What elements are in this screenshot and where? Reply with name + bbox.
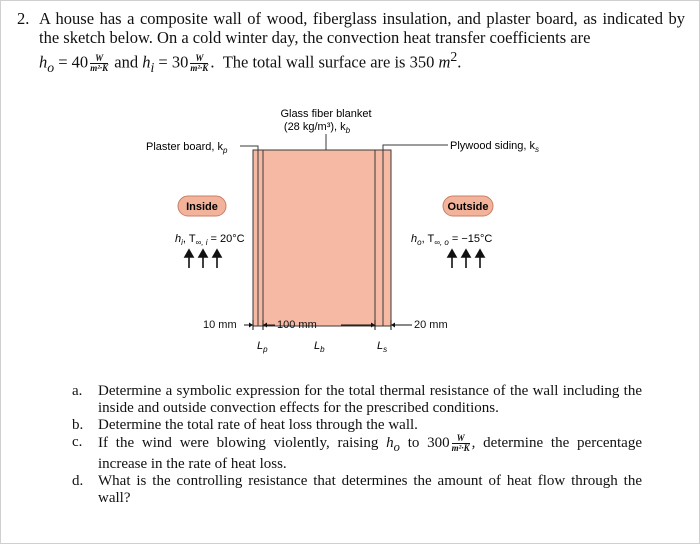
dim-plywood-label: 20 mm — [414, 319, 448, 331]
part-c-text-post: , determine the percentage increase in the rate of heat loss. — [98, 434, 642, 472]
outside-T-value: = −15°C — [448, 233, 493, 245]
part-c-unit-fraction — [452, 434, 470, 453]
part-c-h-subscript: o — [393, 439, 400, 454]
plywood-label-text: Plywood siding, k — [450, 140, 535, 152]
plaster-leader-line — [240, 146, 258, 150]
area-exponent: 2 — [450, 49, 458, 64]
outside-condition — [411, 233, 492, 247]
glass-fiber-label-1: Glass fiber blanket — [280, 108, 372, 120]
fraction-numerator: W — [452, 434, 470, 444]
area-text: The total wall surface are is 350 — [222, 52, 439, 72]
fraction-denominator: m²·K — [451, 443, 470, 453]
part-a — [72, 383, 642, 417]
inside-T-subscript: ∞, i — [195, 238, 208, 247]
problem-number: 2. — [17, 9, 30, 28]
fraction-denominator: m²·K — [190, 63, 209, 74]
ho-symbol: h — [39, 52, 48, 72]
fraction-denominator: m²·K — [90, 63, 109, 74]
up-arrow-head-icon — [462, 250, 470, 257]
part-c-text-pre: If the wind were blowing violently, raising — [98, 434, 387, 451]
part-b — [72, 417, 642, 434]
outside-badge-label: Outside — [447, 201, 489, 213]
hi-symbol: h — [142, 52, 151, 72]
ho-diagram-symbol: h — [411, 233, 418, 245]
plaster-k-subscript: p — [223, 146, 228, 155]
outside-flow-arrows — [448, 250, 484, 268]
L-b-subscript: b — [320, 345, 325, 354]
glass-k-subscript: b — [345, 126, 351, 135]
hi-subscript: i — [150, 59, 155, 75]
L-s-subscript: s — [383, 345, 388, 354]
area-unit: m — [438, 52, 451, 72]
inside-T-symbol: , T — [182, 233, 196, 245]
up-arrow-head-icon — [476, 250, 484, 257]
problem-intro: A house has a composite wall of wood, fiberglass insulation, and plaster board, as indicated by the sketch below. On a cold winter day, the convection heat transfer coefficients are — [39, 9, 685, 47]
plywood-siding-label — [450, 140, 539, 154]
inside-T-value: = 20°C — [207, 233, 245, 245]
L-p-symbol: L — [257, 340, 264, 352]
part-d-text: What is the controlling resistance that determines the amount of heat flow through the wall? — [98, 472, 642, 506]
part-c — [72, 434, 642, 473]
inside-badge-label: Inside — [186, 201, 218, 213]
dim-arrow-head-icon — [249, 323, 253, 328]
L-plywood-label — [377, 340, 387, 354]
inside-condition — [175, 233, 245, 247]
up-arrow-head-icon — [448, 250, 456, 257]
L-glass-label — [314, 340, 325, 354]
glass-fiber-label-text: (28 kg/m³), k — [283, 121, 346, 133]
plywood-k-subscript: s — [535, 145, 539, 154]
part-d — [72, 473, 642, 507]
area-suffix: . — [457, 52, 462, 72]
part-c-h-symbol: h — [386, 434, 394, 451]
ho-diagram-subscript: o — [417, 238, 422, 247]
outside-T-subscript: ∞, o — [434, 238, 449, 247]
part-a-label: a. — [72, 383, 83, 399]
fraction-numerator: W — [190, 54, 208, 64]
plywood-leader-line — [383, 145, 448, 150]
plaster-board-label — [146, 141, 228, 155]
L-s-symbol: L — [377, 340, 384, 352]
part-c-text-to: to 300 — [399, 434, 450, 451]
hi-value: = 30 — [154, 52, 189, 72]
part-a-text: Determine a symbolic expression for the total thermal resistance of the wall including the inside and outside convection effects for the prescribed conditions. — [98, 383, 642, 416]
inside-flow-arrows — [185, 250, 221, 268]
L-b-symbol: L — [314, 340, 321, 352]
ho-value: = 40 — [54, 52, 89, 72]
up-arrow-head-icon — [213, 250, 221, 257]
fraction-numerator: W — [90, 54, 108, 64]
glass-fiber-layer — [263, 150, 375, 326]
hi-diagram-subscript: i — [181, 238, 183, 247]
up-arrow-head-icon — [199, 250, 207, 257]
glass-fiber-label-2 — [284, 121, 351, 135]
hi-diagram-symbol: h — [175, 233, 182, 245]
plaster-label-text: Plaster board, k — [146, 141, 224, 153]
dim-glass-label: 100 mm — [277, 319, 317, 331]
part-d-label: d. — [72, 472, 84, 489]
sub-questions — [72, 383, 642, 507]
outside-T-symbol: , T — [421, 233, 435, 245]
and-text: and — [110, 52, 143, 72]
part-c-label: c. — [72, 434, 83, 450]
part-b-label: b. — [72, 417, 84, 433]
problem-text: A house has a composite wall of wood, fiberglass insulation, and plaster board, as indicated by the sketch below. On a cold winter day, the convection heat transfer coefficients are $h_o = 40$ $\frac{W}{\text{m²·K}}$ and $h_i = 30$ $\frac{W}{\text{m²·K}}$ . The total wall surface are is 350 $m^2$. — [39, 9, 685, 75]
dim-plaster-label: 10 mm — [203, 319, 237, 331]
part-b-text: Determine the total rate of heat loss through the wall. — [98, 417, 418, 433]
up-arrow-head-icon — [185, 250, 193, 257]
ho-subscript: o — [47, 59, 55, 75]
L-plaster-label — [257, 340, 268, 354]
L-p-subscript: p — [263, 345, 268, 354]
